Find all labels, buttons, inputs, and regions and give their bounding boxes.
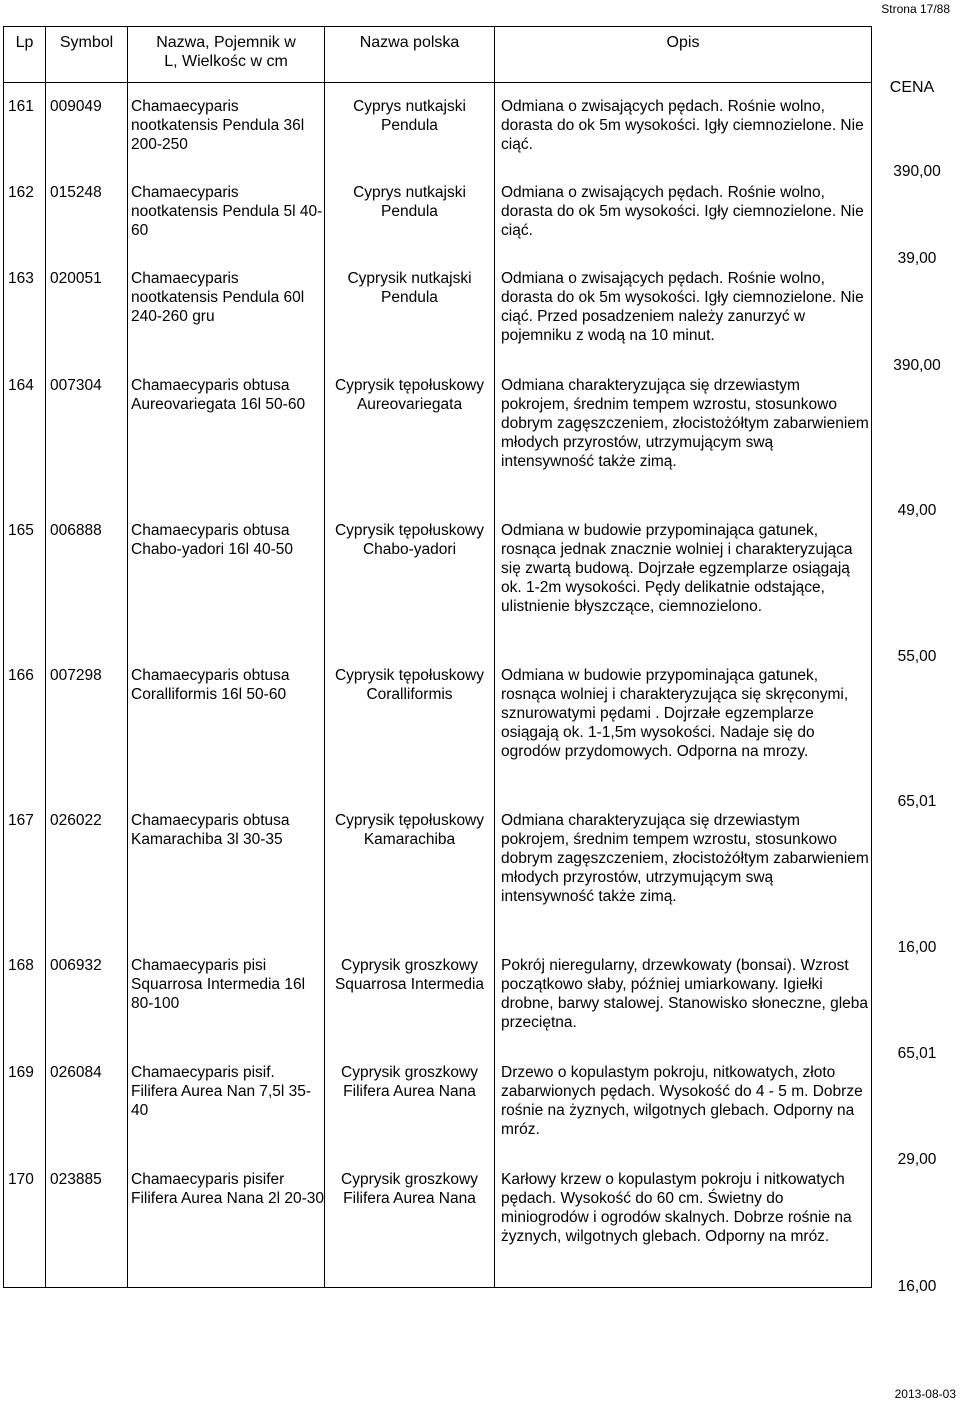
row-nazwa: Chamaecyparis nootkatensis Pendula 5l 40-60 [131,183,323,239]
row-lp: 166 [8,666,34,684]
product-table [3,26,872,1288]
row-cena: 65,01 [897,793,937,810]
row-opis: Odmiana o zwisających pędach. Rośnie wolno, dorasta do ok 5m wysokości. Igły ciemnozielone. Nie ciąć. [501,183,864,239]
page-number: Strona 17/88 [881,2,950,16]
row-lp: 169 [8,1063,34,1081]
row-cena: 55,00 [897,648,937,665]
row-cena: 16,00 [897,1278,937,1295]
row-nazwa-polska: Cyprys nutkajski Pendula [353,183,466,220]
row-lp: 168 [8,956,34,974]
table-row [4,652,872,797]
row-nazwa-polska: Cyprysik tępołuskowy Coralliformis [334,666,485,703]
row-nazwa-polska: Cyprysik tępołuskowy Chabo-yadori [334,521,485,558]
row-symbol: 006888 [50,521,102,539]
table-row [4,1049,872,1156]
row-nazwa: Chamaecyparis obtusa Coralliformis 16l 50-60 [131,666,290,703]
row-opis: Odmiana charakteryzująca się drzewiastym pokrojem, średnim tempem wzrostu, stosunkowo dobrym zagęszczeniem, złocistożółtym zabarwieniem młodych przyrostów, utrzymującym swą intensywność także zimą. [501,376,869,470]
table-row [4,942,872,1049]
row-lp: 163 [8,269,34,287]
row-nazwa-polska: Cyprysik tępołuskowy Aureovariegata [334,376,485,413]
row-cena: 39,00 [897,250,937,267]
row-symbol: 015248 [50,183,102,201]
row-symbol: 026084 [50,1063,102,1081]
header-nazwa: Nazwa, Pojemnik w L, Wielkośc w cm [128,27,325,83]
row-opis: Pokrój nieregularny, drzewkowaty (bonsai). Wzrost początkowo słaby, później umiarkowany. Igiełki drobne, barwy stalowej. Stanowisko słoneczne, gleba przeciętna. [501,956,869,1031]
row-nazwa: Chamaecyparis obtusa Aureovariegata 16l 50-60 [131,376,306,413]
row-lp: 167 [8,811,34,829]
row-nazwa-polska: Cyprysik groszkowy Squarrosa Intermedia [334,956,485,993]
row-lp: 170 [8,1170,34,1188]
row-nazwa-polska: Cyprysik tępołuskowy Kamarachiba [334,811,485,848]
table-row [4,1156,872,1288]
row-lp: 161 [8,98,34,115]
row-cena: 29,00 [897,1151,937,1168]
row-lp: 164 [8,376,34,394]
row-nazwa-polska: Cyprysik groszkowy Filifera Aurea Nana [341,1170,478,1207]
row-nazwa-polska: Cyprysik nutkajski Pendula [347,269,472,306]
row-cena: 49,00 [897,502,937,519]
row-symbol: 007304 [50,376,102,394]
row-opis: Odmiana w budowie przypominająca gatunek, rosnąca wolniej i charakteryzująca się skręconymi, sznurowatymi pędami . Dojrzałe egzemplarze osiągają ok. 1-1,5m wysokości. Nadaje się do ogrodów przydomowych. Odporna na mrozy. [501,666,849,760]
row-nazwa: Chamaecyparis nootkatensis Pendula 36l 200-250 [131,98,305,153]
header-symbol: Symbol [46,27,128,83]
table-header-row [4,27,872,83]
row-cena: 390,00 [893,357,941,374]
row-opis: Odmiana o zwisających pędach. Rośnie wolno, dorasta do ok 5m wysokości. Igły ciemnozielone. Nie ciąć. Przed posadzeniem należy zanurzyć w pojemniku z wodą na 10 minut. [501,269,864,344]
row-symbol: 009049 [50,98,102,115]
row-lp: 162 [8,183,34,201]
row-cena: 65,01 [897,1045,937,1062]
row-symbol: 020051 [50,269,102,287]
header-cena: CENA [889,79,935,96]
table-row [4,507,872,652]
row-nazwa-polska: Cyprysik groszkowy Filifera Aurea Nana [341,1063,478,1100]
row-opis: Odmiana charakteryzująca się drzewiastym pokrojem, średnim tempem wzrostu, stosunkowo dobrym zagęszczeniem, złocistożółtym zabarwieniem młodych przyrostów, utrzymującym swą intensywność także zimą. [501,811,869,905]
row-nazwa: Chamaecyparis obtusa Kamarachiba 3l 30-35 [131,811,290,848]
table-row [4,255,872,362]
row-symbol: 006932 [50,956,102,974]
row-symbol: 023885 [50,1170,102,1188]
row-nazwa-polska: Cyprys nutkajski Pendula [353,98,466,134]
table-row [4,797,872,942]
row-symbol: 007298 [50,666,102,684]
row-nazwa: Chamaecyparis pisi Squarrosa Intermedia 16l 80-100 [131,956,306,1012]
row-nazwa: Chamaecyparis nootkatensis Pendula 60l 240-260 gru [131,269,305,325]
row-cena: 390,00 [893,163,941,180]
row-cena: 16,00 [897,939,937,956]
row-lp: 165 [8,521,34,539]
row-nazwa: Chamaecyparis pisifer Filifera Aurea Nana 2l 20-30 [131,1170,325,1207]
row-opis: Karłowy krzew o kopulastym pokroju i nitkowatych pędach. Wysokość do 60 cm. Świetny do miniogrodów i ogrodów skalnych. Dobrze rośnie na żyznych, wilgotnych glebach. Odporny na mróz. [501,1170,852,1245]
row-opis: Drzewo o kopulastym pokroju, nitkowatych, złoto zabarwionych pędach. Wysokość do 4 - 5 m. Dobrze rośnie na żyznych, wilgotnych glebach. Odporny na mróz. [501,1063,863,1138]
row-opis: Odmiana w budowie przypominająca gatunek, rosnąca jednak znacznie wolniej i charakteryzująca się zwartą budową. Dojrzałe egzemplarze osiągają ok. 1-2m wysokości. Pędy delikatnie odstające, ulistnienie błyszczące, ciemnozielono. [501,521,853,615]
row-nazwa: Chamaecyparis pisif. Filifera Aurea Nan 7,5l 35-40 [131,1063,312,1119]
table-row [4,362,872,507]
header-opis: Opis [495,27,872,83]
row-nazwa: Chamaecyparis obtusa Chabo-yadori 16l 40-50 [131,521,293,558]
footer-date: 2013-08-03 [894,1387,956,1401]
table-row [4,83,872,169]
header-nazwa-polska: Nazwa polska [325,27,495,83]
table-row [4,169,872,255]
header-lp: Lp [4,27,46,83]
row-opis: Odmiana o zwisających pędach. Rośnie wolno, dorasta do ok 5m wysokości. Igły ciemnozielone. Nie ciąć. [501,98,864,153]
row-symbol: 026022 [50,811,102,829]
